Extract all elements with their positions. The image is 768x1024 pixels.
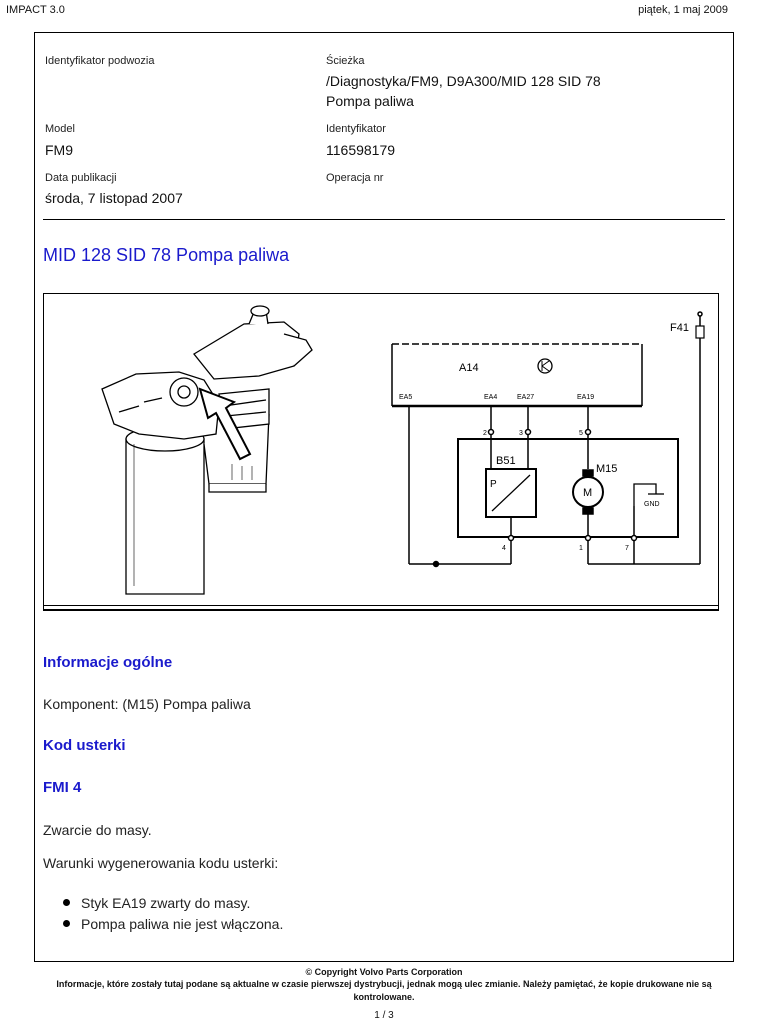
app-name: IMPACT 3.0: [6, 4, 65, 16]
pin-label-ea4: EA4: [484, 394, 498, 401]
path-line-2: Pompa paliwa: [326, 93, 414, 109]
unit-label: A14: [459, 362, 479, 374]
pin-label-ea27: EA27: [517, 394, 535, 401]
connector-pin-2: 2: [483, 430, 487, 437]
pump-illustration-and-wiring-diagram: [44, 294, 718, 606]
print-date: piątek, 1 maj 2009: [638, 4, 728, 16]
model-value: FM9: [45, 142, 73, 158]
identifier-label: Identyfikator: [326, 123, 386, 135]
conditions-text: Warunki wygenerowania kodu usterki:: [43, 855, 279, 871]
metadata-divider: [43, 219, 725, 220]
connector-pin-7: 7: [625, 545, 629, 552]
pin-label-ea5: EA5: [399, 394, 413, 401]
chassis-id-label: Identyfikator podwozia: [45, 55, 155, 67]
path-label: Ścieżka: [326, 55, 365, 67]
connector-pin-4: 4: [502, 545, 506, 552]
connector-pin-5: 5: [579, 430, 583, 437]
ground-label: GND: [644, 501, 660, 508]
sensor-label: B51: [496, 455, 516, 467]
sensor-letter: P: [490, 479, 497, 490]
connector-pin-3: 3: [519, 430, 523, 437]
component-text: Komponent: (M15) Pompa paliwa: [43, 696, 251, 712]
general-info-heading: Informacje ogólne: [43, 654, 173, 671]
identifier-value: 116598179: [326, 142, 396, 158]
publication-date-label: Data publikacji: [45, 172, 117, 184]
fmi-description: Zwarcie do masy.: [43, 822, 152, 838]
path-line-1: /Diagnostyka/FM9, D9A300/MID 128 SID 78: [326, 73, 601, 89]
conditions-list: [63, 893, 283, 935]
motor-letter: M: [583, 487, 593, 499]
figure-bottom-rule: [44, 605, 718, 610]
wiring-diagram: [392, 312, 704, 567]
pin-label-ea19: EA19: [577, 394, 595, 401]
fmi-heading: FMI 4: [43, 779, 82, 796]
operation-number-label: Operacja nr: [326, 172, 384, 184]
copyright: © Copyright Volvo Parts Corporation: [305, 967, 463, 977]
document-frame: [34, 32, 734, 962]
motor-label: M15: [596, 463, 618, 475]
fault-code-heading: Kod usterki: [43, 737, 126, 754]
disclaimer-line-2: kontrolowane.: [353, 992, 415, 1002]
publication-date-value: środa, 7 listopad 2007: [45, 190, 183, 206]
fuse-label: F41: [670, 322, 689, 334]
disclaimer-line-1: Informacje, które zostały tutaj podane są aktualne w czasie pierwszej dystrybucji, jednak mogą ulec zmianie. Należy pamiętać, że kopie drukowane nie są: [56, 979, 712, 989]
list-item: Pompa paliwa nie jest włączona.: [63, 914, 283, 935]
fuel-pump-illustration: [102, 306, 312, 594]
figure-panel: [43, 293, 719, 611]
document-title: MID 128 SID 78 Pompa paliwa: [43, 245, 290, 265]
wiring-labels: [399, 322, 689, 552]
connector-pin-1: 1: [579, 545, 583, 552]
model-label: Model: [45, 123, 75, 135]
list-item: Styk EA19 zwarty do masy.: [63, 893, 283, 914]
page-number: 1 / 3: [374, 1010, 394, 1021]
